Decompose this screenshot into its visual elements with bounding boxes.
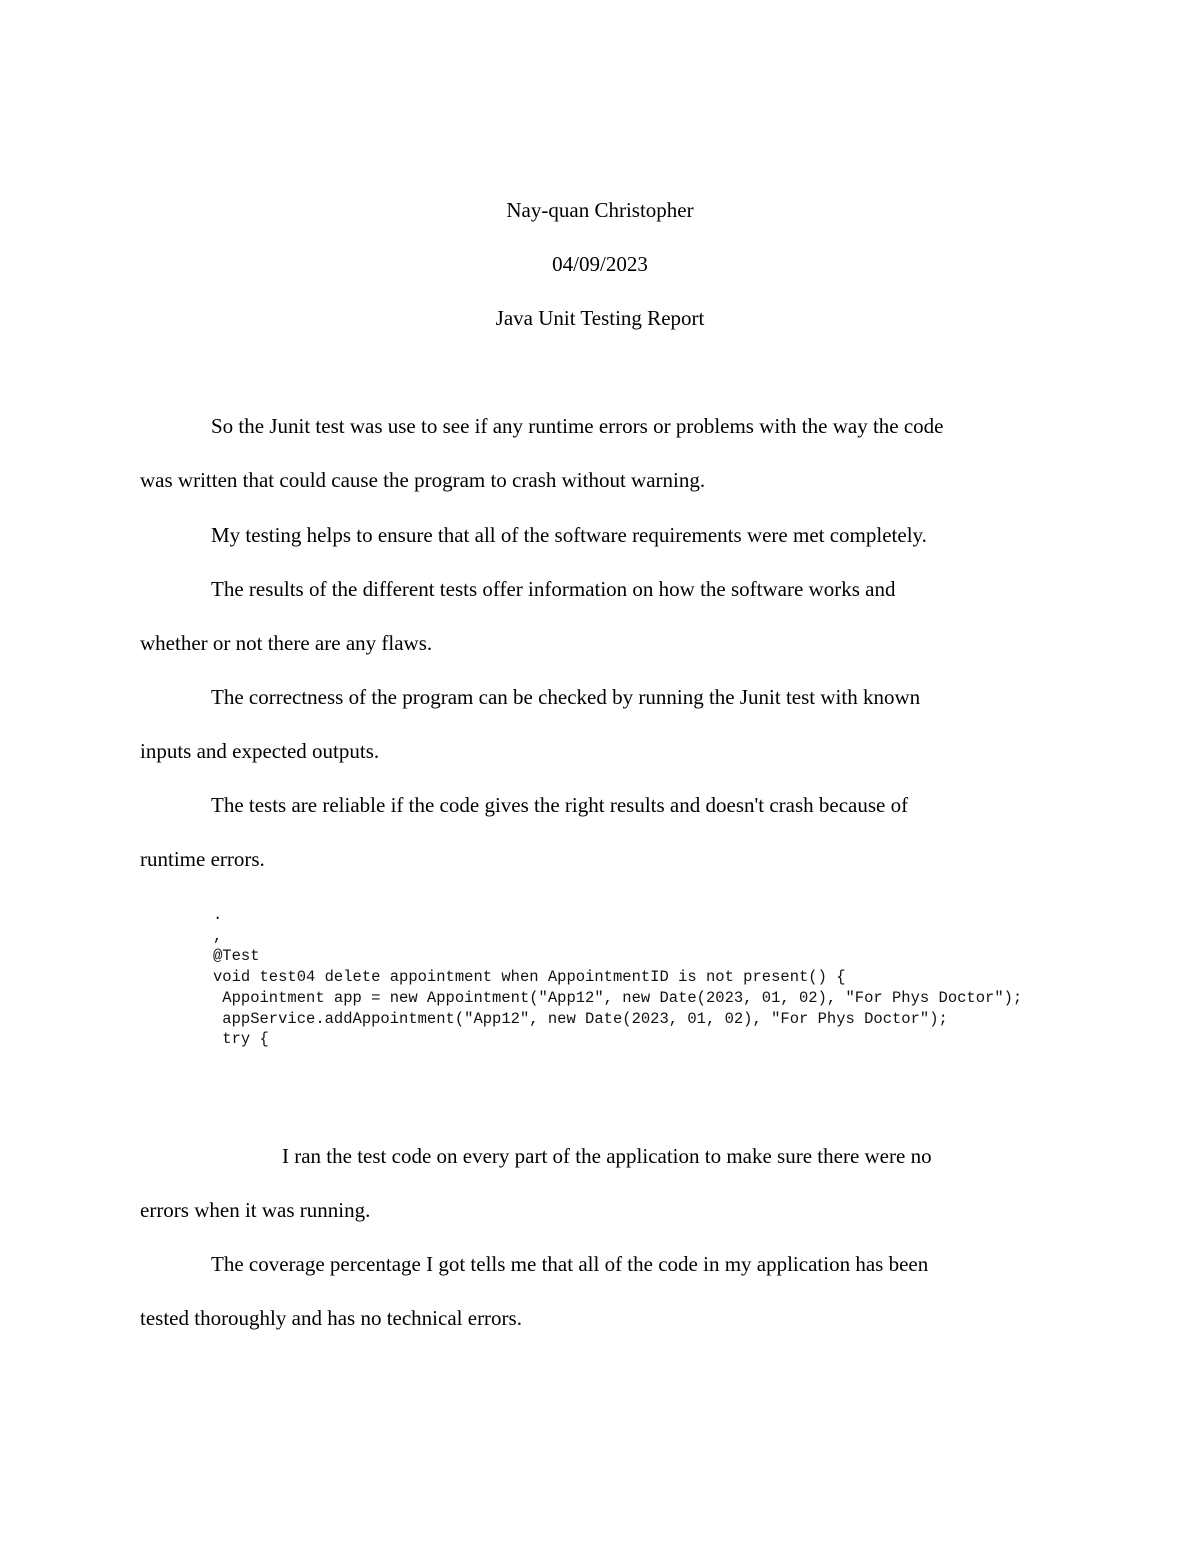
report-title: Java Unit Testing Report <box>495 306 705 330</box>
paragraph-2-line-1: My testing helps to ensure that all of the software requirements were met completely. <box>211 523 927 547</box>
paragraph-3-line-2: whether or not there are any flaws. <box>140 631 433 655</box>
code-line: Appointment app = new Appointment("App12", new Date(2023, 01, 02), "For Phys Doctor"); <box>213 988 1023 1007</box>
paragraph-3-line-1: The results of the different tests offer information on how the software works and <box>211 577 896 601</box>
paragraph-5-line-2: runtime errors. <box>140 847 265 871</box>
code-line: , <box>213 926 223 945</box>
author-name: Nay-quan Christopher <box>506 198 694 222</box>
closing-paragraph-2-line-2: tested thoroughly and has no technical errors. <box>140 1306 522 1330</box>
paragraph-4-line-1: The correctness of the program can be checked by running the Junit test with known <box>211 685 921 709</box>
code-line: . <box>213 906 223 924</box>
paragraph-4-line-2: inputs and expected outputs. <box>140 739 380 763</box>
code-line: @Test <box>213 947 260 966</box>
code-line: void test04 delete appointment when AppointmentID is not present() { <box>213 968 846 987</box>
code-line: appService.addAppointment("App12", new Date(2023, 01, 02), "For Phys Doctor"); <box>213 1009 948 1028</box>
code-snippet <box>213 905 1113 1050</box>
paragraph-5-line-1: The tests are reliable if the code gives the right results and doesn't crash because of <box>211 793 909 817</box>
paragraph-1-line-1: So the Junit test was use to see if any runtime errors or problems with the way the code <box>211 414 944 438</box>
closing-paragraph-1-line-2: errors when it was running. <box>140 1198 371 1222</box>
report-date: 04/09/2023 <box>552 252 648 276</box>
closing-paragraph-1-line-1: I ran the test code on every part of the application to make sure there were no <box>282 1144 932 1168</box>
closing-paragraph-2-line-1: The coverage percentage I got tells me that all of the code in my application has been <box>211 1252 929 1276</box>
code-line: try { <box>213 1030 269 1049</box>
paragraph-1-line-2: was written that could cause the program to crash without warning. <box>140 468 706 492</box>
